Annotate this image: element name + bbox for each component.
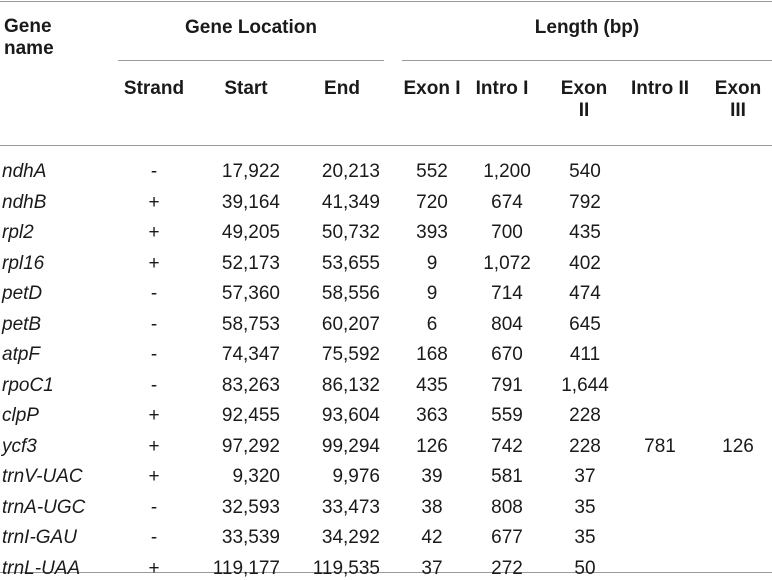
header-intro-2: Intro II (630, 78, 690, 99)
intro-1-cell: 808 (491, 496, 523, 518)
header-exon-1: Exon I (403, 78, 461, 99)
exon-1-cell: 168 (416, 344, 448, 365)
gene-name-cell: ycf3 (2, 435, 37, 457)
intro-1-cell: 559 (491, 405, 523, 426)
end-cell: 58,556 (321, 283, 380, 304)
exon-1-cell: 37 (421, 557, 443, 579)
exon-1-cell: 435 (416, 374, 448, 396)
gene-name-cell: trnI-GAU (2, 527, 77, 548)
exon-2-cell: 540 (569, 161, 601, 182)
gene-name-cell: trnL-UAA (2, 557, 81, 579)
intro-1-cell: 714 (491, 283, 523, 304)
exon-2-cell: 411 (569, 344, 601, 365)
start-cell: 32,593 (221, 496, 280, 518)
exon-1-cell: 42 (421, 527, 443, 548)
header-exon-3: Exon III (714, 78, 762, 121)
exon-2-cell: 228 (569, 435, 601, 457)
exon-2-cell: 228 (569, 405, 601, 426)
strand-cell: - (150, 161, 158, 182)
intro-1-cell: 670 (491, 344, 523, 365)
start-cell: 58,753 (221, 313, 280, 335)
exon-1-cell: 9 (426, 283, 438, 304)
start-cell: 83,263 (221, 374, 280, 396)
end-cell: 119,535 (312, 557, 380, 579)
start-cell: 17,922 (221, 161, 280, 182)
top-rule (0, 1, 772, 2)
length-rule (402, 60, 772, 61)
strand-cell: - (150, 344, 158, 365)
exon-2-cell: 474 (569, 283, 601, 304)
gene-name-cell: petB (2, 313, 42, 335)
strand-cell: + (148, 557, 160, 579)
start-cell: 52,173 (221, 252, 280, 274)
start-cell: 57,360 (221, 283, 280, 304)
strand-cell: + (148, 191, 160, 213)
exon-2-cell: 792 (569, 191, 601, 213)
gene-name-cell: trnA-UGC (2, 496, 86, 518)
header-bottom-rule (0, 145, 772, 146)
intro-1-cell: 581 (491, 466, 523, 487)
start-cell: 39,164 (221, 191, 280, 213)
strand-cell: - (150, 283, 158, 304)
strand-cell: + (148, 435, 160, 457)
intro-1-cell: 791 (491, 374, 523, 396)
start-cell: 119,177 (212, 557, 280, 579)
exon-1-cell: 39 (421, 466, 443, 487)
end-cell: 53,655 (321, 252, 380, 274)
exon-2-cell: 1,644 (561, 374, 609, 396)
intro-1-cell: 742 (491, 435, 523, 457)
end-cell: 34,292 (321, 527, 380, 548)
exon-2-cell: 645 (569, 313, 601, 335)
strand-cell: - (150, 313, 158, 335)
strand-cell: - (150, 374, 158, 396)
strand-cell: + (148, 252, 160, 274)
gene-name-cell: trnV-UAC (2, 466, 83, 487)
start-cell: 97,292 (221, 435, 280, 457)
exon-1-cell: 126 (416, 435, 448, 457)
header-exon-2: Exon II (560, 78, 608, 121)
gene-name-cell: atpF (2, 344, 41, 365)
exon-1-cell: 363 (416, 405, 448, 426)
header-start: Start (224, 78, 268, 99)
exon-3-cell: 126 (722, 435, 754, 457)
end-cell: 93,604 (321, 405, 380, 426)
intro-1-cell: 677 (491, 527, 523, 548)
header-gene-name: Gene name (4, 16, 54, 59)
gene-name-cell: rpl2 (2, 222, 34, 243)
end-cell: 86,132 (321, 374, 380, 396)
gene-name-cell: clpP (2, 405, 39, 426)
gene-name-cell: ndhB (2, 191, 47, 213)
exon-2-cell: 50 (574, 557, 596, 579)
intro-1-cell: 1,072 (483, 252, 531, 274)
start-cell: 49,205 (221, 222, 280, 243)
strand-cell: - (150, 527, 158, 548)
intro-1-cell: 272 (491, 557, 523, 579)
strand-cell: + (148, 466, 160, 487)
end-cell: 75,592 (321, 344, 380, 365)
end-cell: 99,294 (321, 435, 380, 457)
end-cell: 9,976 (332, 466, 380, 487)
start-cell: 9,320 (232, 466, 280, 487)
exon-2-cell: 35 (574, 527, 596, 548)
start-cell: 74,347 (221, 344, 280, 365)
intro-1-cell: 804 (491, 313, 523, 335)
exon-1-cell: 6 (426, 313, 438, 335)
exon-1-cell: 393 (416, 222, 448, 243)
intro-1-cell: 1,200 (483, 161, 531, 182)
start-cell: 92,455 (221, 405, 280, 426)
end-cell: 60,207 (321, 313, 380, 335)
exon-1-cell: 720 (416, 191, 448, 213)
exon-1-cell: 9 (426, 252, 438, 274)
header-end: End (324, 78, 360, 99)
exon-2-cell: 35 (574, 496, 596, 518)
end-cell: 41,349 (321, 191, 380, 213)
intro-1-cell: 700 (491, 222, 523, 243)
start-cell: 33,539 (221, 527, 280, 548)
gene-location-rule (118, 60, 384, 61)
gene-name-cell: rpoC1 (2, 374, 54, 396)
strand-cell: - (150, 496, 158, 518)
end-cell: 20,213 (321, 161, 380, 182)
exon-2-cell: 435 (569, 222, 601, 243)
header-length: Length (bp) (534, 17, 640, 38)
strand-cell: + (148, 222, 160, 243)
header-strand: Strand (123, 78, 185, 99)
exon-1-cell: 552 (416, 161, 448, 182)
end-cell: 33,473 (321, 496, 380, 518)
gene-name-cell: rpl16 (2, 252, 45, 274)
intro-2-cell: 781 (644, 435, 676, 457)
exon-1-cell: 38 (421, 496, 443, 518)
gene-name-cell: petD (2, 283, 43, 304)
header-gene-location: Gene Location (185, 17, 317, 38)
end-cell: 50,732 (321, 222, 380, 243)
gene-name-cell: ndhA (2, 161, 47, 182)
exon-2-cell: 402 (569, 252, 601, 274)
header-intro-1: Intro I (475, 78, 529, 99)
exon-2-cell: 37 (574, 466, 596, 487)
intro-1-cell: 674 (491, 191, 523, 213)
strand-cell: + (148, 405, 160, 426)
